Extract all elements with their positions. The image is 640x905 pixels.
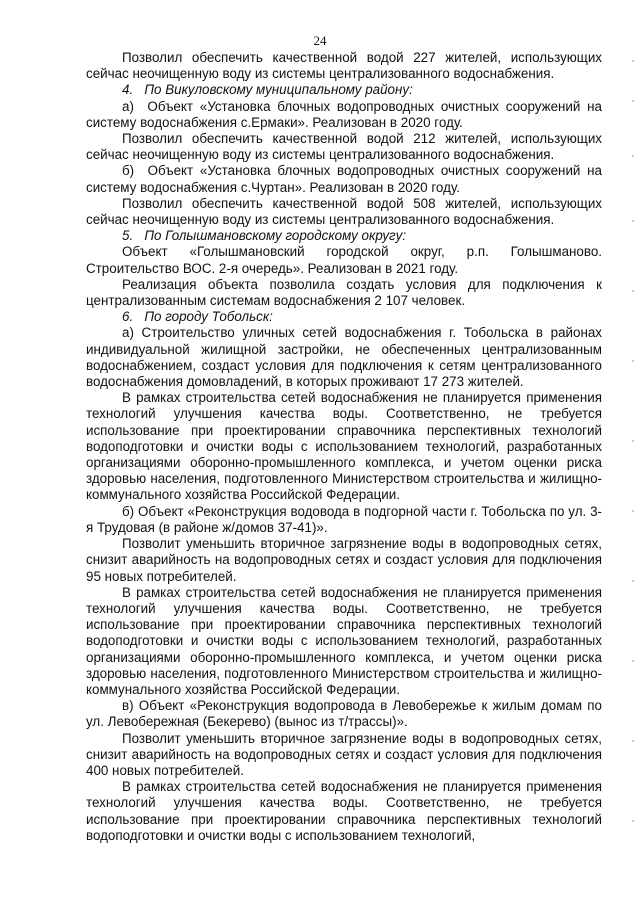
paragraph: Позволит уменьшить вторичное загрязнение воды в водопроводных сетях, снизит аварийность на водопроводных сетях и создаст условия для подключения 400 новых потребителей. (86, 730, 602, 778)
section-heading: 6. По городу Тобольск: (122, 309, 273, 325)
section-heading: 4. По Викуловскому муниципальному району: (122, 82, 413, 98)
paragraph: Позволил обеспечить качественной водой 212 жителей, использующих сейчас неочищенную воду из системы централизованного водоснабжения. (86, 131, 602, 163)
paragraph: в) Объект «Реконструкция водопровода в Левобережье к жилым домам по ул. Левобережная (Бекерево) (вынос из т/трассы)». (86, 698, 602, 730)
section-heading: 5. По Голышмановскому городскому округу: (122, 228, 407, 244)
paragraph: В рамках строительства сетей водоснабжения не планируется применения технологий улучшения качества воды. Соответственно, не требуется использование при проектировании справочника перспективных технологий водоподготовки и очистки воды с использованием технологий, разработанных организациями оборонно-промышленного комплекса, и учетом оценки риска здоровью населения, подготовленного Министерством строительства и жилищно-коммунального хозяйства Российской Федерации. (86, 584, 602, 697)
scan-edge-marks (630, 60, 634, 880)
paragraph: б) Объект «Установка блочных водопроводных очистных сооружений на систему водоснабжения с.Чуртан». Реализован в 2020 году. (86, 163, 602, 195)
paragraph: Позволил обеспечить качественной водой 227 жителей, использующих сейчас неочищенную воду из системы централизованного водоснабжения. (86, 50, 602, 82)
paragraph: а) Объект «Установка блочных водопроводных очистных сооружений на систему водоснабжения с.Ермаки». Реализован в 2020 году. (86, 98, 602, 130)
paragraph: В рамках строительства сетей водоснабжения не планируется применения технологий улучшения качества воды. Соответственно, не требуется использование при проектировании справочника перспективных технологий водоподготовки и очистки воды с использованием технологий, (86, 779, 602, 843)
page-number: 24 (313, 33, 327, 48)
paragraph: Позволит уменьшить вторичное загрязнение воды в водопроводных сетях, снизит аварийность на водопроводных сетях и создаст условия для подключения 95 новых потребителей. (86, 536, 602, 584)
paragraph: Позволил обеспечить качественной водой 508 жителей, использующих сейчас неочищенную воду из системы централизованного водоснабжения. (86, 195, 602, 228)
paragraph: б) Объект «Реконструкция водовода в подгорной части г. Тобольска по ул. 3-я Трудовая (в районе ж/домов 37-41)». (86, 503, 602, 535)
paragraph: Объект «Голышмановский городской округ, р.п. Голышманово. Строительство ВОС. 2-я очередь». Реализован в 2021 году. (86, 244, 602, 276)
paragraph: В рамках строительства сетей водоснабжения не планируется применения технологий улучшения качества воды. Соответственно, не требуется использование при проектировании справочника перспективных технологий водоподготовки и очистки воды с использованием технологий, разработанных организациями оборонно-промышленного комплекса, и учетом оценки риска здоровью населения, подготовленного Министерством строительства и жилищно-коммунального хозяйства Российской Федерации. (86, 390, 602, 503)
paragraph: а) Строительство уличных сетей водоснабжения г. Тобольска в районах индивидуальной жилищной застройки, не обеспеченных централизованным водоснабжением, создаст условия для подключения к сетям централизованного водоснабжения домовладений, в которых проживают 17 273 жителей. (86, 325, 602, 390)
document-body (86, 50, 602, 844)
paragraph: Реализация объекта позволила создать условия для подключения к централизованным системам водоснабжения 2 107 человек. (86, 276, 602, 309)
